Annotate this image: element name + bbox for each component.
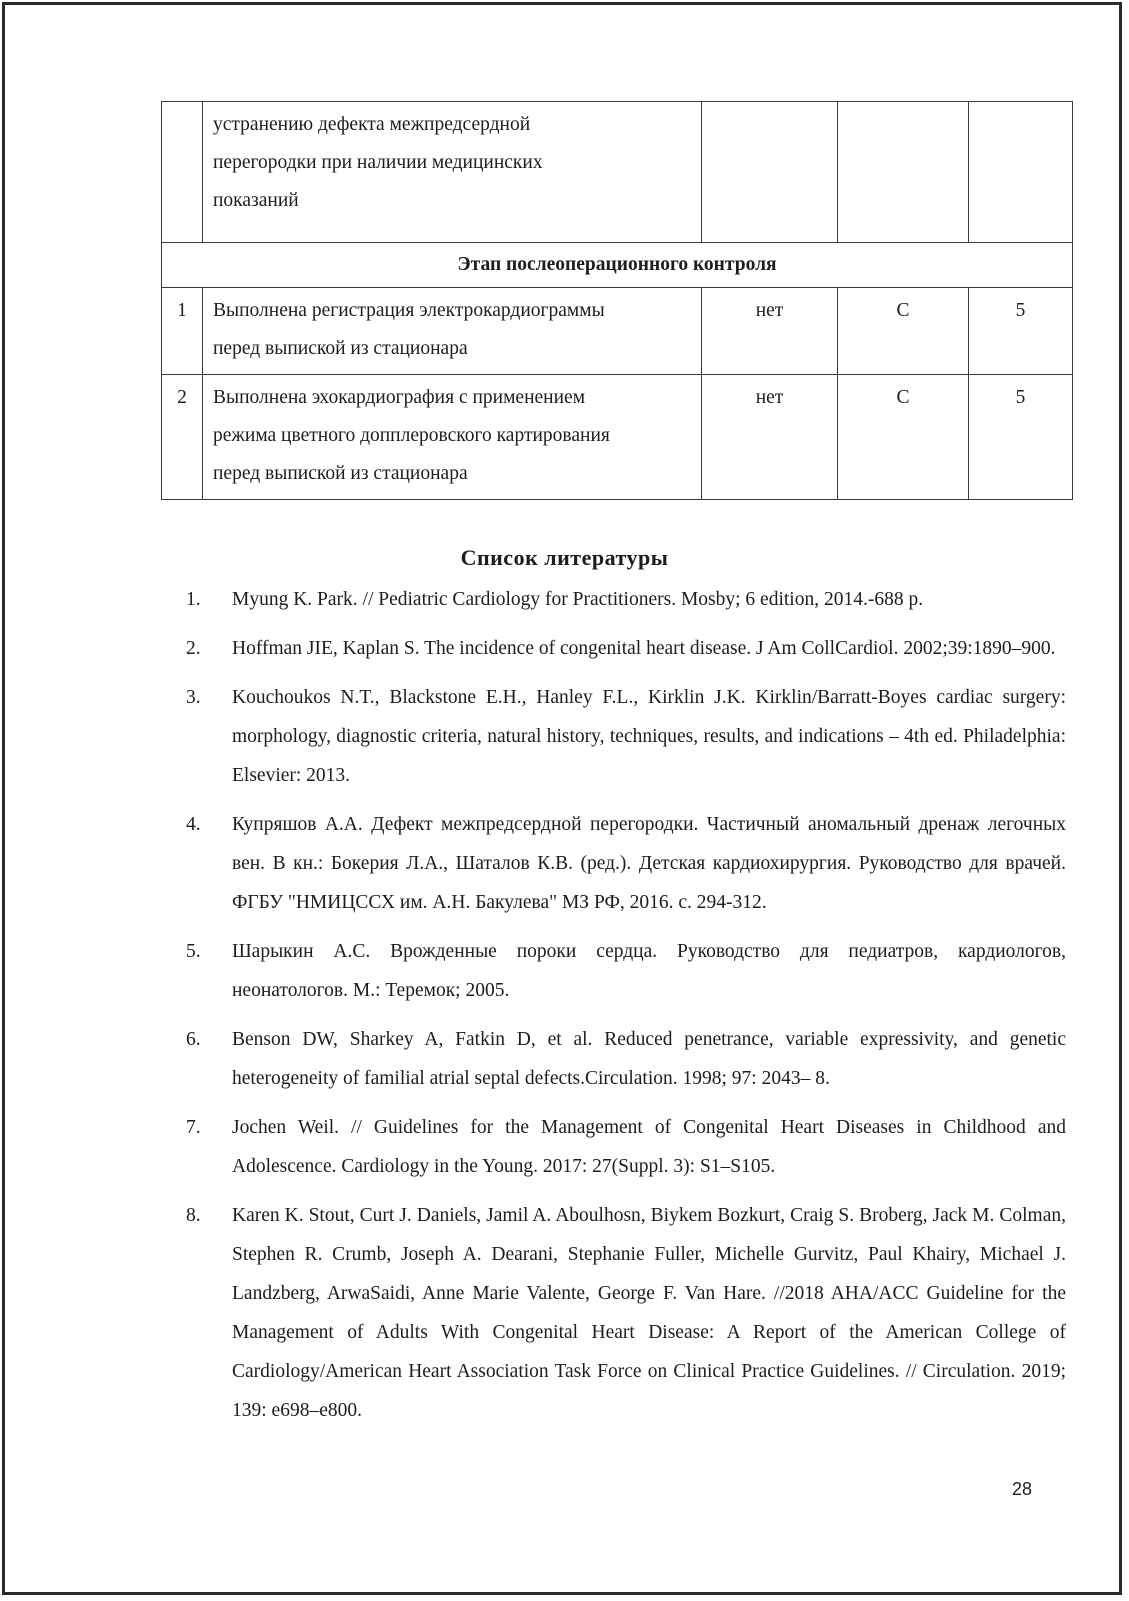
criterion-line: Выполнена эхокардиография с применением — [213, 387, 586, 408]
criterion-line: Выполнена регистрация электрокардиограммы — [213, 300, 605, 321]
grade-value: С — [896, 387, 910, 408]
evidence-level-value: нет — [755, 387, 784, 408]
evidence-level-cell — [702, 375, 838, 500]
criterion-line: перегородки при наличии медицинских — [213, 152, 543, 173]
reference-item — [186, 932, 1066, 1010]
bibliography-title: Список литературы — [460, 545, 669, 570]
reference-item — [186, 1020, 1066, 1098]
table-row — [162, 375, 1073, 500]
reference-text: Myung K. Park. // Pediatric Cardiology for Practitioners. Mosby; 6 edition, 2014.-688 p. — [232, 589, 924, 610]
criterion-line: перед выпиской из стационара — [213, 463, 468, 484]
criterion-line: показаний — [213, 190, 299, 211]
row-number: 2 — [177, 387, 187, 408]
evidence-level-cell — [702, 102, 838, 243]
reference-number: 8. — [186, 1205, 201, 1226]
reference-number: 4. — [186, 814, 201, 835]
row-number-cell — [162, 288, 203, 375]
reference-item — [186, 678, 1066, 795]
reference-text: Benson DW, Sharkey A, Fatkin D, et al. Reduced penetrance, variable expressivity, and genetic heterogeneity of familial atrial septal defects.Circulation. 1998; 97: 2043– 8. — [232, 1029, 1066, 1089]
reference-item — [186, 805, 1066, 922]
criterion-cell — [203, 288, 702, 375]
criterion-line: устранению дефекта межпредсердной — [213, 114, 531, 135]
reference-item — [186, 629, 1066, 668]
reference-number: 6. — [186, 1029, 201, 1050]
criterion-line: перед выпиской из стационара — [213, 338, 468, 359]
reference-number: 5. — [186, 941, 201, 962]
quality-criteria-table — [161, 101, 1073, 500]
criterion-cell — [203, 102, 702, 243]
grade-value: С — [896, 300, 910, 321]
row-number-cell — [162, 375, 203, 500]
reference-number: 1. — [186, 589, 201, 610]
row-number-cell — [162, 102, 203, 243]
evidence-level-value: нет — [755, 300, 784, 321]
reference-number: 7. — [186, 1117, 201, 1138]
evidence-level-cell — [702, 288, 838, 375]
table-row — [162, 288, 1073, 375]
reference-item — [186, 1196, 1066, 1430]
row-number: 1 — [177, 300, 187, 321]
criterion-cell — [203, 375, 702, 500]
stage-title: Этап послеоперационного контроля — [162, 243, 1073, 288]
level-cell — [969, 102, 1073, 243]
reference-item — [186, 580, 1066, 619]
level-value: 5 — [1015, 300, 1026, 321]
reference-text: Hoffman JIE, Kaplan S. The incidence of congenital heart disease. J Am CollCardiol. 2002;39:1890–900. — [232, 638, 1056, 659]
grade-cell — [838, 288, 969, 375]
page-number: 28 — [1012, 1479, 1033, 1499]
level-cell — [969, 288, 1073, 375]
table-row-continued — [162, 102, 1073, 243]
grade-cell — [838, 375, 969, 500]
level-cell — [969, 375, 1073, 500]
reference-text: Купряшов А.А. Дефект межпредсердной перегородки. Частичный аномальный дренаж легочных вен. В кн.: Бокерия Л.А., Шаталов К.В. (ред.). Детская кардиохирургия. Руководство для врачей. ФГБУ "НМИЦССХ им. А.Н. Бакулева" МЗ РФ, 2016. с. 294-312. — [232, 814, 1066, 913]
reference-text: Kouchoukos N.T., Blackstone E.H., Hanley F.L., Kirklin J.K. Kirklin/Barratt-Boyes cardiac surgery: morphology, diagnostic criteria, natural history, techniques, results, and indications – 4th ed. Philadelphia: Elsevier: 2013. — [232, 687, 1066, 786]
reference-text: Шарыкин А.С. Врожденные пороки сердца. Руководство для педиатров, кардиологов, неонатологов. М.: Теремок; 2005. — [232, 941, 1066, 1001]
reference-text: Jochen Weil. // Guidelines for the Management of Congenital Heart Diseases in Childhood and Adolescence. Cardiology in the Young. 2017: 27(Suppl. 3): S1–S105. — [232, 1117, 1066, 1177]
grade-cell — [838, 102, 969, 243]
reference-number: 3. — [186, 687, 201, 708]
reference-item — [186, 1108, 1066, 1186]
criterion-line: режима цветного допплеровского картирования — [213, 425, 610, 446]
level-value: 5 — [1015, 387, 1026, 408]
stage-header-row — [162, 243, 1073, 288]
reference-text: Karen K. Stout, Curt J. Daniels, Jamil A. Aboulhosn, Biykem Bozkurt, Craig S. Broberg, Jack M. Colman, Stephen R. Crumb, Joseph A. Dearani, Stephanie Fuller, Michelle Gurvitz, Paul Khairy, Michael J. Landzberg, ArwaSaidi, Anne Marie Valente, George F. Van Hare. //2018 AHA/ACC Guideline for the Management of Adults With Congenital Heart Disease: A Report of the American College of Cardiology/American Heart Association Task Force on Clinical Practice Guidelines. // Circulation. 2019; 139: e698–e800. — [232, 1205, 1066, 1421]
bibliography-list — [186, 580, 1066, 1440]
reference-number: 2. — [186, 638, 201, 659]
